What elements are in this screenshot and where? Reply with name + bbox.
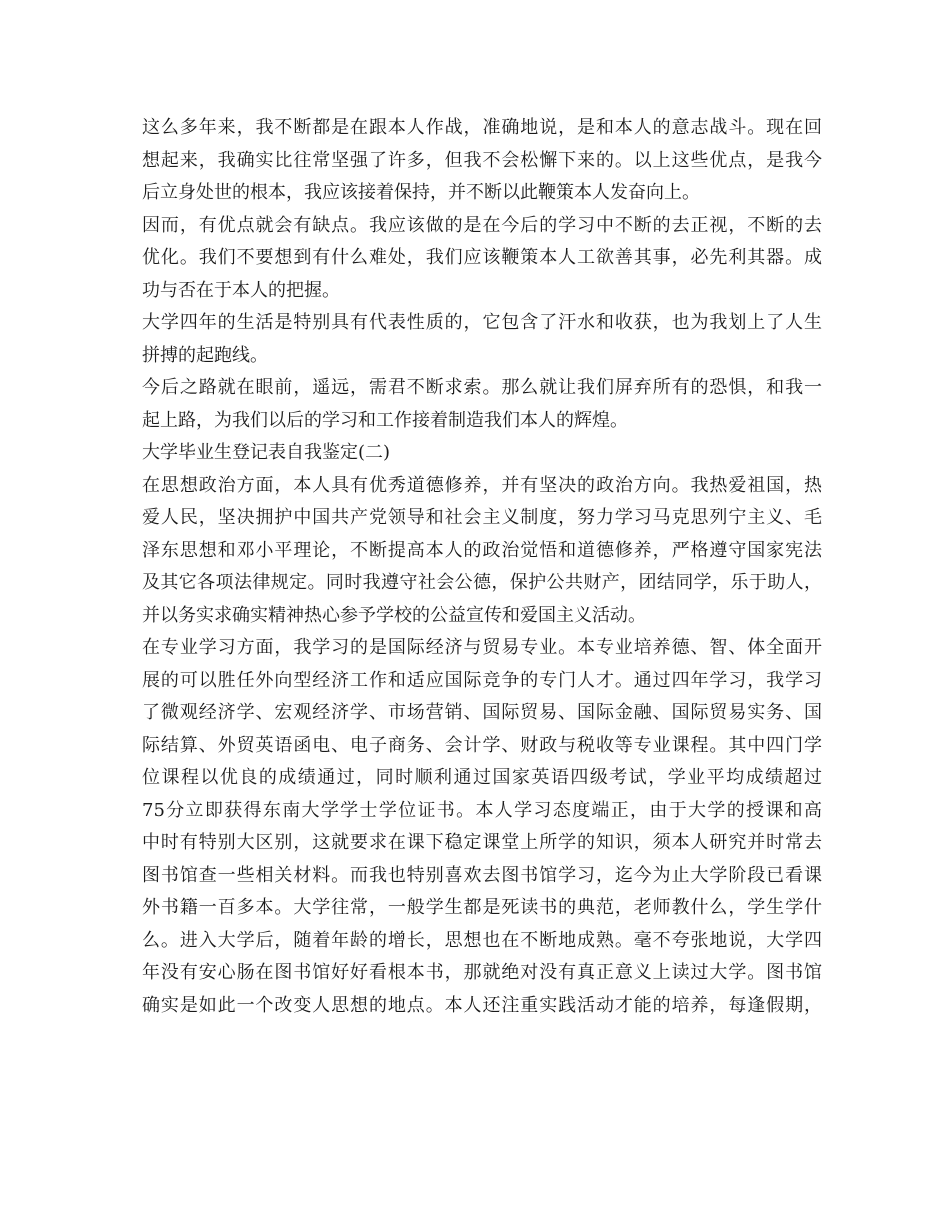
text-line: 在思想政治方面，本人具有优秀道德修养，并有坚决的政治方向。我热爱祖国，热	[142, 474, 822, 496]
text-line: 优化。我们不要想到有什么难处，我们应该鞭策本人工欲善其事，必先利其器。成	[142, 247, 822, 268]
text-line: 展的可以胜任外向型经济工作和适应国际竞争的专门人才。通过四年学习，我学习	[142, 669, 822, 691]
text-line: 大学毕业生登记表自我鉴定(二)	[142, 442, 391, 463]
text-line: 中时有特别大区别，这就要求在课下稳定课堂上所学的知识，须本人研究并时常去	[142, 832, 822, 853]
text-line: 这么多年来，我不断都是在跟本人作战，准确地说，是和本人的意志战斗。现在回	[142, 117, 822, 138]
text-line: 想起来，我确实比往常坚强了许多，但我不会松懈下来的。以上这些优点，是我今	[142, 149, 822, 171]
text-line: 际结算、外贸英语函电、电子商务、会计学、财政与税收等专业课程。其中四门学	[142, 734, 822, 756]
text-line: 爱人民，坚决拥护中国共产党领导和社会主义制度，努力学习马克思列宁主义、毛	[142, 507, 822, 528]
text-line: 大学四年的生活是特别具有代表性质的，它包含了汗水和收获，也为我划上了人生	[142, 312, 822, 333]
text-line: 拼搏的起跑线。	[142, 344, 268, 366]
text-line: 及其它各项法律规定。同时我遵守社会公德，保护公共财产，团结同学，乐于助人，	[142, 572, 822, 593]
text-line: 位课程以优良的成绩通过，同时顺利通过国家英语四级考试，学业平均成绩超过	[142, 767, 822, 788]
text-line: 在专业学习方面，我学习的是国际经济与贸易专业。本专业培养德、智、体全面开	[142, 637, 822, 658]
text-line: 确实是如此一个改变人思想的地点。本人还注重实践活动才能的培养，每逢假期，	[142, 994, 822, 1016]
text-line: 75分立即获得东南大学学士学位证书。本人学习态度端正，由于大学的授课和高	[142, 799, 822, 821]
text-line: 么。进入大学后，随着年龄的增长，思想也在不断地成熟。毫不夸张地说，大学四	[142, 929, 822, 951]
text-line: 了微观经济学、宏观经济学、市场营销、国际贸易、国际金融、国际贸易实务、国	[142, 702, 822, 723]
text-line: 泽东思想和邓小平理论，不断提高本人的政治觉悟和道德修养，严格遵守国家宪法	[142, 539, 822, 561]
text-line: 图书馆查一些相关材料。而我也特别喜欢去图书馆学习，迄今为止大学阶段已看课	[142, 864, 822, 886]
text-line: 今后之路就在眼前，遥远，需君不断求索。那么就让我们屏弃所有的恐惧，和我一	[142, 377, 822, 398]
text-line: 并以务实求确实精神热心参予学校的公益宣传和爱国主义活动。	[142, 604, 646, 626]
text-line: 年没有安心肠在图书馆好好看根本书，那就绝对没有真正意义上读过大学。图书馆	[142, 962, 822, 983]
text-line: 后立身处世的根本，我应该接着保持，并不断以此鞭策本人发奋向上。	[142, 182, 700, 203]
text-line: 起上路，为我们以后的学习和工作接着制造我们本人的辉煌。	[142, 409, 628, 431]
text-line: 外书籍一百多本。大学往常，一般学生都是死读书的典范，老师教什么，学生学什	[142, 897, 822, 918]
text-line: 因而，有优点就会有缺点。我应该做的是在今后的学习中不断的去正视，不断的去	[142, 214, 822, 236]
document-body	[142, 112, 822, 1022]
text-line: 功与否在于本人的把握。	[142, 279, 340, 301]
